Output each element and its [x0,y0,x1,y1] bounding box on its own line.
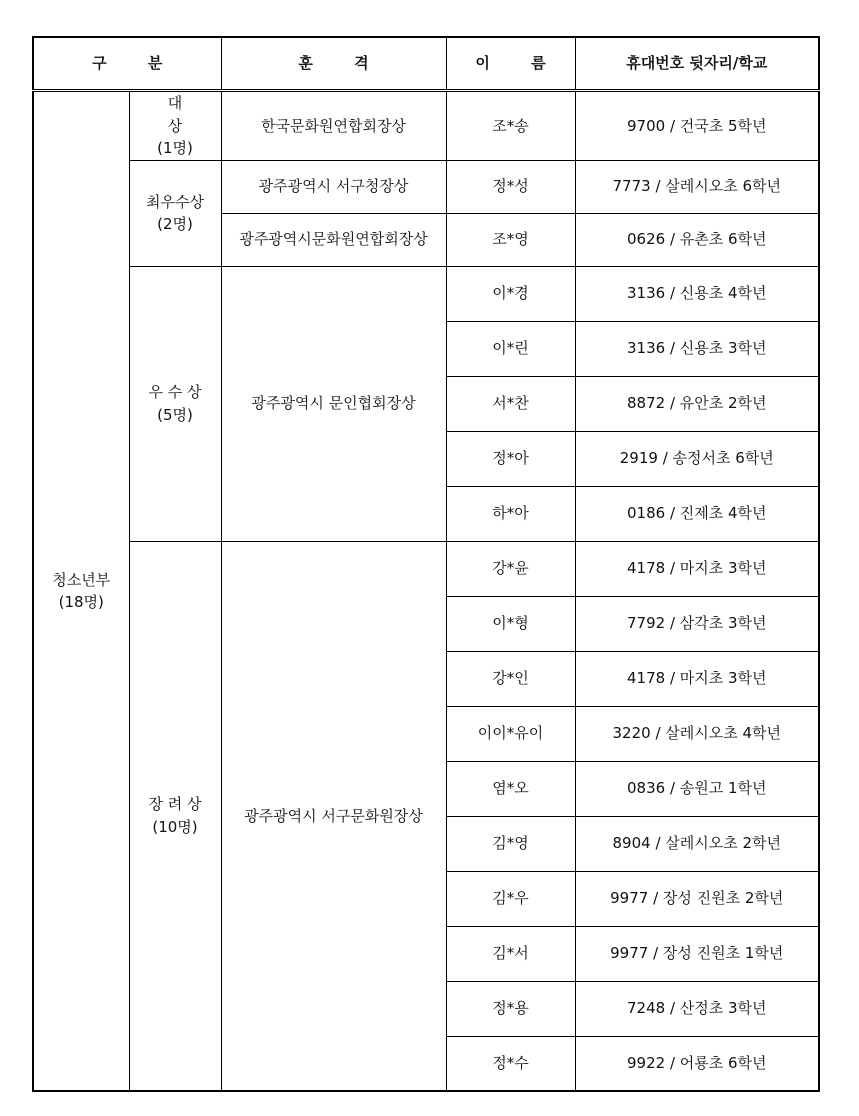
name-cell: 정*성 [446,160,575,213]
award-cell: 광주광역시 서구청장상 [221,160,446,213]
name-cell: 조*영 [446,213,575,266]
name-cell: 이*형 [446,596,575,651]
name-cell: 염*오 [446,761,575,816]
section-youth [33,91,129,1092]
name-cell: 하*아 [446,486,575,541]
header-award-title: 훈 격 [221,37,446,91]
table-row [33,541,819,596]
name-cell: 조*송 [446,91,575,161]
info-cell: 0626 / 유촌초 6학년 [575,213,819,266]
name-cell: 김*영 [446,816,575,871]
section-count: (18명) [58,593,104,611]
group-merit: 우 수 상 (5명) [129,266,221,541]
group-excellence: 최우수상 (2명) [129,160,221,266]
info-cell: 3136 / 신용초 4학년 [575,266,819,321]
name-cell: 정*용 [446,981,575,1036]
name-cell: 서*찬 [446,376,575,431]
info-cell: 7248 / 산정초 3학년 [575,981,819,1036]
info-cell: 0186 / 진제초 4학년 [575,486,819,541]
group-grand-prize: 대 상 (1명) [129,91,221,161]
table-row [33,91,819,161]
name-cell: 정*수 [446,1036,575,1091]
table-row [33,160,819,213]
info-cell: 9700 / 건국초 5학년 [575,91,819,161]
name-cell: 이*린 [446,321,575,376]
award-cell: 광주광역시문화원연합회장상 [221,213,446,266]
info-cell: 4178 / 마지초 3학년 [575,541,819,596]
info-cell: 9922 / 어룡초 6학년 [575,1036,819,1091]
section-label: 청소년부 [52,570,111,589]
header-name: 이 름 [446,37,575,91]
info-cell: 9977 / 장성 진원초 1학년 [575,926,819,981]
info-cell: 9977 / 장성 진원초 2학년 [575,871,819,926]
award-cell: 광주광역시 문인협회장상 [221,266,446,541]
info-cell: 4178 / 마지초 3학년 [575,651,819,706]
table-header-row [33,37,819,91]
name-cell: 김*서 [446,926,575,981]
info-cell: 7792 / 삼각초 3학년 [575,596,819,651]
name-cell: 김*우 [446,871,575,926]
info-cell: 3220 / 살레시오초 4학년 [575,706,819,761]
info-cell: 2919 / 송정서초 6학년 [575,431,819,486]
award-cell: 광주광역시 서구문화원장상 [221,541,446,1091]
header-phone-school: 휴대번호 뒷자리/학교 [575,37,819,91]
name-cell: 정*아 [446,431,575,486]
info-cell: 8904 / 살레시오초 2학년 [575,816,819,871]
header-category: 구 분 [33,37,221,91]
name-cell: 강*인 [446,651,575,706]
name-cell: 강*윤 [446,541,575,596]
award-results-table [32,36,820,1092]
award-cell: 한국문화원연합회장상 [221,91,446,161]
info-cell: 3136 / 신용초 3학년 [575,321,819,376]
info-cell: 0836 / 송원고 1학년 [575,761,819,816]
info-cell: 8872 / 유안초 2학년 [575,376,819,431]
name-cell: 이*경 [446,266,575,321]
info-cell: 7773 / 살레시오초 6학년 [575,160,819,213]
name-cell: 이이*유이 [446,706,575,761]
group-encouragement: 장 려 상 (10명) [129,541,221,1091]
table-row [33,266,819,321]
